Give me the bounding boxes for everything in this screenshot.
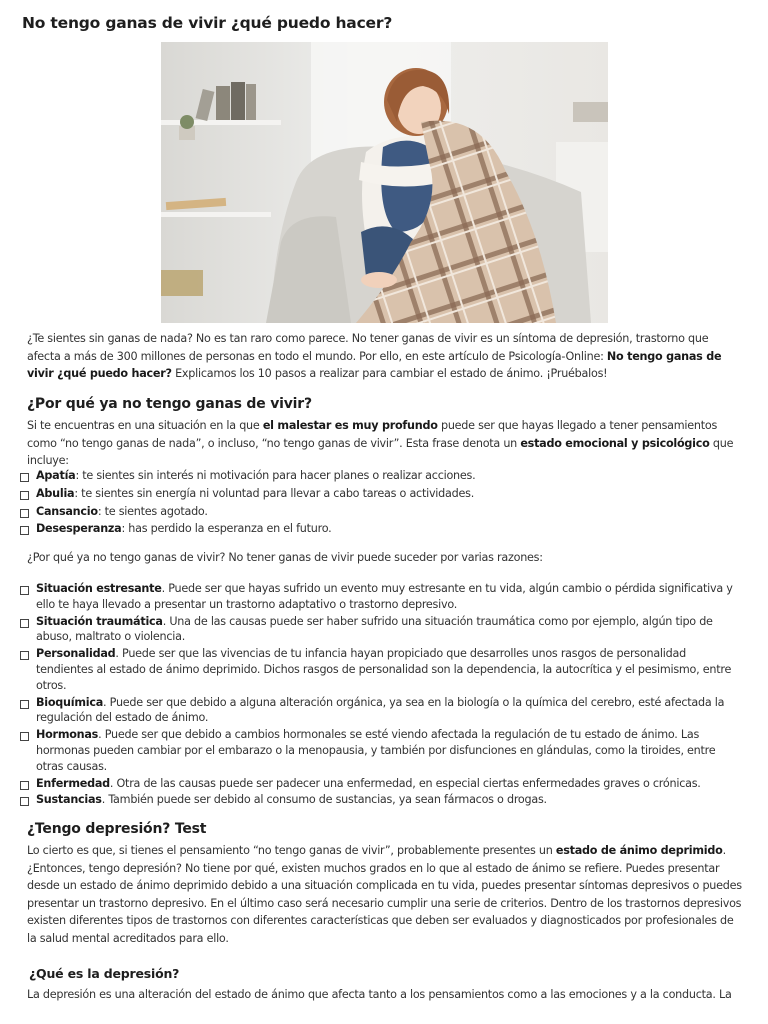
checkbox-icon bbox=[20, 509, 29, 518]
woman-blanket-illustration bbox=[161, 42, 608, 323]
list-item: Abulia: te sientes sin energía ni voluntad para llevar a cabo tareas o actividades. bbox=[18, 486, 744, 502]
depression-paragraph: La depresión es una alteración del estado de ánimo que afecta tanto a los pensamientos como a las emociones y a la conducta. La bbox=[27, 988, 732, 1001]
intro-text: ¿Te sientes sin ganas de nada? No es tan raro como parece. No tener ganas de vivir es un síntoma de depresión, trastorno que afecta a más de 300 millones de personas en todo el mundo. Por ello, en este artículo de Psicología-Online: bbox=[27, 332, 709, 363]
checkbox-icon bbox=[20, 619, 29, 628]
intro-text-end: Explicamos los 10 pasos a realizar para cambiar el estado de ánimo. ¡Pruébalos! bbox=[171, 367, 608, 380]
reasons-intro: ¿Por qué ya no tengo ganas de vivir? No tener ganas de vivir puede suceder por varias razones: bbox=[27, 551, 543, 564]
list-item: Enfermedad. Otra de las causas puede ser padecer una enfermedad, en especial ciertas enfermedades graves o crónicas. bbox=[18, 776, 744, 792]
list-item: Situación traumática. Una de las causas puede ser haber sufrido una situación traumática como por ejemplo, algún tipo de abuso, maltrato o violencia. bbox=[18, 614, 744, 646]
why-paragraph bbox=[27, 417, 743, 470]
section-heading-test: ¿Tengo depresión? Test bbox=[27, 821, 207, 837]
checkbox-icon bbox=[20, 732, 29, 741]
why-text: Si te encuentras en una situación en la que bbox=[27, 419, 263, 432]
list-item: Personalidad. Puede ser que las vivencias de tu infancia hayan propiciado que desarrolles unos rasgos de personalidad tendientes al estado de ánimo deprimido. Dichos rasgos de personalidad son la dependencia, la autocrítica y el pesimismo, entre otros. bbox=[18, 646, 744, 693]
test-text-2: . ¿Entonces, tengo depresión? No tiene por qué, existen muchos grados en lo que al estado de ánimo se refiere. Puedes presentar desde un estado de ánimo deprimido debido a una situación complicada en tu vida, puedes presentar síntomas depresivos o puedes presentar un trastorno depresivo. En el último caso será necesario cumplir una serie de criterios. Dentro de los trastornos depresivos existen diferentes tipos de trastornos con diferentes características que deben ser evaluados y diagnosticados por profesionales de la salud mental acreditados para ello. bbox=[27, 844, 742, 945]
test-paragraph bbox=[27, 842, 743, 947]
why-bold-2: estado emocional y psicológico bbox=[520, 436, 710, 450]
checkbox-icon bbox=[20, 700, 29, 709]
hero-image bbox=[161, 42, 608, 323]
checkbox-icon bbox=[20, 781, 29, 790]
section-heading-depression: ¿Qué es la depresión? bbox=[29, 966, 180, 981]
symptom-list bbox=[18, 468, 744, 537]
reasons-list bbox=[18, 581, 744, 808]
intro-bold: No tengo ganas de vivir ¿qué puedo hacer? bbox=[27, 349, 722, 380]
list-item: Cansancio: te sientes agotado. bbox=[18, 504, 744, 520]
page-title: No tengo ganas de vivir ¿qué puedo hacer? bbox=[22, 14, 393, 32]
why-bold-1: el malestar es muy profundo bbox=[262, 419, 438, 432]
list-item: Apatía: te sientes sin interés ni motivación para hacer planes o realizar acciones. bbox=[18, 468, 744, 484]
list-item: Desesperanza: has perdido la esperanza en el futuro. bbox=[18, 521, 744, 537]
list-item: Bioquímica. Puede ser que debido a alguna alteración orgánica, ya sea en la biología o la química del cerebro, esté afectada la regulación del estado de ánimo. bbox=[18, 695, 744, 727]
checkbox-icon bbox=[20, 473, 29, 482]
checkbox-icon bbox=[20, 526, 29, 535]
why-text-2: puede ser que hayas llegado a tener pensamientos como “no tengo ganas de nada”, o incluso, “no tengo ganas de vivir”. Esta frase denota un bbox=[27, 419, 718, 450]
list-item: Situación estresante. Puede ser que hayas sufrido un evento muy estresante en tu vida, algún cambio o pérdida significativa y ello te haya llevado a presentar un trastorno adaptativo o trastorno depresivo. bbox=[18, 581, 744, 613]
test-bold: estado de ánimo deprimido bbox=[555, 844, 723, 857]
checkbox-icon bbox=[20, 797, 29, 806]
section-heading-why: ¿Por qué ya no tengo ganas de vivir? bbox=[27, 396, 312, 412]
intro-paragraph bbox=[27, 330, 743, 383]
checkbox-icon bbox=[20, 491, 29, 500]
test-text: Lo cierto es que, si tienes el pensamiento “no tengo ganas de vivir”, probablemente presentes un bbox=[27, 844, 556, 857]
list-item: Hormonas. Puede ser que debido a cambios hormonales se esté viendo afectada la regulación de tu estado de ánimo. Las hormonas pueden cambiar por el embarazo o la menopausia, y también por disfunciones en glándulas, como la tiroides, entre otras causas. bbox=[18, 727, 744, 774]
checkbox-icon bbox=[20, 651, 29, 660]
why-text-3: que incluye: bbox=[27, 436, 734, 467]
checkbox-icon bbox=[20, 586, 29, 595]
list-item: Sustancias. También puede ser debido al consumo de sustancias, ya sean fármacos o drogas. bbox=[18, 792, 744, 808]
